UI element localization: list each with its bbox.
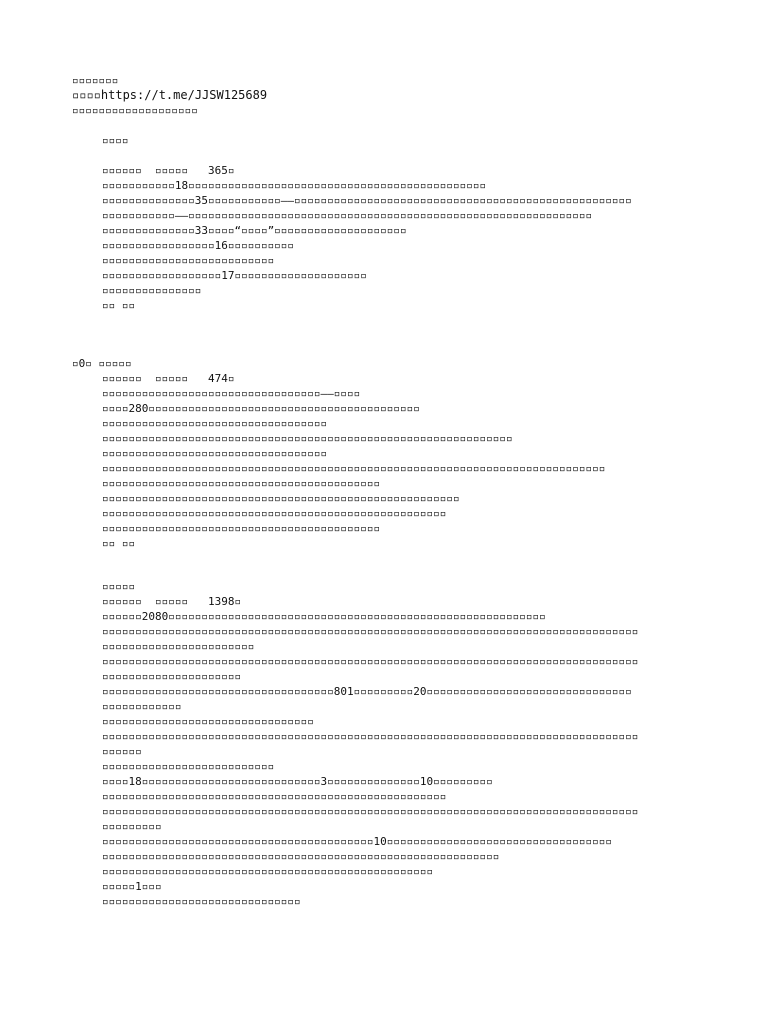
section2-line: ▫▫▫▫▫▫▫▫▫▫▫▫▫▫▫▫▫▫▫▫▫▫▫▫▫▫▫▫▫▫▫▫▫▫▫▫▫▫▫▫▫▫▫▫▫▫▫▫▫▫▫▫ (102, 507, 447, 520)
section3-line: ▫▫▫▫▫▫▫▫▫▫▫▫▫▫▫▫▫▫▫▫▫▫▫▫▫▫ (102, 760, 275, 773)
section2-line: ▫▫▫▫▫▫▫▫▫▫▫▫▫▫▫▫▫▫▫▫▫▫▫▫▫▫▫▫▫▫▫▫▫▫▫▫▫▫▫▫▫▫▫▫▫▫▫▫▫▫▫▫▫▫▫▫▫▫▫▫▫▫▫▫▫▫▫▫▫▫▫▫▫▫▫▫ (102, 462, 606, 475)
section-2-heading: ▫0▫ ▫▫▫▫▫ (72, 357, 132, 370)
section3-line: ▫▫▫▫▫▫▫▫▫▫▫▫ (102, 700, 182, 713)
section1-line: ▫▫ ▫▫ (102, 299, 136, 312)
section2-line: ▫▫▫▫▫▫▫▫▫▫▫▫▫▫▫▫▫▫▫▫▫▫▫▫▫▫▫▫▫▫▫▫▫▫ (102, 417, 328, 430)
telegram-link[interactable]: ▫▫▫▫https://t.me/JJSW125689 (72, 88, 268, 102)
section3-line: ▫▫▫▫▫▫▫▫▫▫▫▫▫▫▫▫▫▫▫▫▫ (102, 670, 242, 683)
section3-line: ▫▫▫▫▫1▫▫▫ (102, 880, 162, 893)
section1-line: ▫▫▫▫▫▫▫▫▫▫▫▫▫▫35▫▫▫▫▫▫▫▫▫▫▫——▫▫▫▫▫▫▫▫▫▫▫▫▫▫▫▫▫▫▫▫▫▫▫▫▫▫▫▫▫▫▫▫▫▫▫▫▫▫▫▫▫▫▫▫▫▫▫▫▫▫▫ (102, 194, 632, 207)
section2-line: ▫▫▫▫▫▫▫▫▫▫▫▫▫▫▫▫▫▫▫▫▫▫▫▫▫▫▫▫▫▫▫▫▫▫▫▫▫▫▫▫▫▫ (102, 522, 381, 535)
section1-line: ▫▫▫▫▫▫▫▫▫▫▫▫▫▫▫▫▫16▫▫▫▫▫▫▫▫▫▫ (102, 239, 295, 252)
section3-line: ▫▫▫▫▫▫▫▫▫▫▫▫▫▫▫▫▫▫▫▫▫▫▫▫▫▫▫▫▫▫▫▫▫▫▫▫▫▫▫▫▫10▫▫▫▫▫▫▫▫▫▫▫▫▫▫▫▫▫▫▫▫▫▫▫▫▫▫▫▫▫▫▫▫▫▫ (102, 835, 612, 848)
section-3-body (72, 609, 712, 909)
section-3-meta: ▫▫▫▫▫▫ ▫▫▫▫▫ 1398▫ (102, 595, 242, 608)
header-line-1: ▫▫▫▫▫▫▫ (72, 74, 119, 87)
section3-line: ▫▫▫▫18▫▫▫▫▫▫▫▫▫▫▫▫▫▫▫▫▫▫▫▫▫▫▫▫▫▫▫3▫▫▫▫▫▫▫▫▫▫▫▫▫▫10▫▫▫▫▫▫▫▫▫ (102, 775, 493, 788)
section3-line: ▫▫▫▫▫▫▫▫▫▫▫▫▫▫▫▫▫▫▫▫▫▫▫▫▫▫▫▫▫▫▫▫ (102, 715, 314, 728)
section2-line: ▫▫▫▫▫▫▫▫▫▫▫▫▫▫▫▫▫▫▫▫▫▫▫▫▫▫▫▫▫▫▫▫▫——▫▫▫▫ (102, 387, 361, 400)
section3-line: ▫▫▫▫▫▫▫▫▫▫▫▫▫▫▫▫▫▫▫▫▫▫▫▫▫▫▫▫▫▫▫▫▫▫▫▫▫▫▫▫▫▫▫▫▫▫▫▫▫▫▫▫▫▫▫▫▫▫▫▫▫▫▫▫▫▫▫▫▫▫▫▫▫▫▫▫▫▫▫▫▫ (102, 730, 639, 743)
section3-line: ▫▫▫▫▫▫▫▫▫▫▫▫▫▫▫▫▫▫▫▫▫▫▫▫▫▫▫▫▫▫▫▫▫▫▫▫▫▫▫▫▫▫▫▫▫▫▫▫▫▫ (102, 865, 434, 878)
section2-line: ▫▫ ▫▫ (102, 537, 136, 550)
section-1-meta: ▫▫▫▫▫▫ ▫▫▫▫▫ 365▫ (102, 164, 235, 177)
section3-line: ▫▫▫▫▫▫▫▫▫▫▫▫▫▫▫▫▫▫▫▫▫▫▫ (102, 640, 255, 653)
section-1-heading: ▫▫▫▫ (102, 134, 129, 147)
section3-line: ▫▫▫▫▫▫▫▫▫▫▫▫▫▫▫▫▫▫▫▫▫▫▫▫▫▫▫▫▫▫▫▫▫▫▫801▫▫▫▫▫▫▫▫▫20▫▫▫▫▫▫▫▫▫▫▫▫▫▫▫▫▫▫▫▫▫▫▫▫▫▫▫▫▫▫▫ (102, 685, 632, 698)
section1-line: ▫▫▫▫▫▫▫▫▫▫▫18▫▫▫▫▫▫▫▫▫▫▫▫▫▫▫▫▫▫▫▫▫▫▫▫▫▫▫▫▫▫▫▫▫▫▫▫▫▫▫▫▫▫▫▫▫ (102, 179, 487, 192)
section1-line: ▫▫▫▫▫▫▫▫▫▫▫▫▫▫▫▫▫▫▫▫▫▫▫▫▫▫ (102, 254, 275, 267)
section2-line: ▫▫▫▫▫▫▫▫▫▫▫▫▫▫▫▫▫▫▫▫▫▫▫▫▫▫▫▫▫▫▫▫▫▫ (102, 447, 328, 460)
section3-line: ▫▫▫▫▫▫▫▫▫▫▫▫▫▫▫▫▫▫▫▫▫▫▫▫▫▫▫▫▫▫▫▫▫▫▫▫▫▫▫▫▫▫▫▫▫▫▫▫▫▫▫▫▫▫▫▫▫▫▫▫ (102, 850, 500, 863)
section-2-body (72, 386, 712, 551)
section3-line: ▫▫▫▫▫▫2080▫▫▫▫▫▫▫▫▫▫▫▫▫▫▫▫▫▫▫▫▫▫▫▫▫▫▫▫▫▫▫▫▫▫▫▫▫▫▫▫▫▫▫▫▫▫▫▫▫▫▫▫▫▫▫▫▫ (102, 610, 546, 623)
section2-line: ▫▫▫▫▫▫▫▫▫▫▫▫▫▫▫▫▫▫▫▫▫▫▫▫▫▫▫▫▫▫▫▫▫▫▫▫▫▫▫▫▫▫ (102, 477, 381, 490)
section2-line: ▫▫▫▫▫▫▫▫▫▫▫▫▫▫▫▫▫▫▫▫▫▫▫▫▫▫▫▫▫▫▫▫▫▫▫▫▫▫▫▫▫▫▫▫▫▫▫▫▫▫▫▫▫▫ (102, 492, 460, 505)
section1-line: ▫▫▫▫▫▫▫▫▫▫▫——▫▫▫▫▫▫▫▫▫▫▫▫▫▫▫▫▫▫▫▫▫▫▫▫▫▫▫▫▫▫▫▫▫▫▫▫▫▫▫▫▫▫▫▫▫▫▫▫▫▫▫▫▫▫▫▫▫▫▫▫▫ (102, 209, 593, 222)
section-2-meta: ▫▫▫▫▫▫ ▫▫▫▫▫ 474▫ (102, 372, 235, 385)
section3-line: ▫▫▫▫▫▫ (102, 745, 142, 758)
section2-line: ▫▫▫▫280▫▫▫▫▫▫▫▫▫▫▫▫▫▫▫▫▫▫▫▫▫▫▫▫▫▫▫▫▫▫▫▫▫▫▫▫▫▫▫▫▫ (102, 402, 420, 415)
section3-line: ▫▫▫▫▫▫▫▫▫▫▫▫▫▫▫▫▫▫▫▫▫▫▫▫▫▫▫▫▫▫▫▫▫▫▫▫▫▫▫▫▫▫▫▫▫▫▫▫▫▫▫▫ (102, 790, 447, 803)
section3-line: ▫▫▫▫▫▫▫▫▫▫▫▫▫▫▫▫▫▫▫▫▫▫▫▫▫▫▫▫▫▫▫▫▫▫▫▫▫▫▫▫▫▫▫▫▫▫▫▫▫▫▫▫▫▫▫▫▫▫▫▫▫▫▫▫▫▫▫▫▫▫▫▫▫▫▫▫▫▫▫▫▫ (102, 655, 639, 668)
header-line-3: ▫▫▫▫▫▫▫▫▫▫▫▫▫▫▫▫▫▫▫ (72, 104, 198, 117)
section1-line: ▫▫▫▫▫▫▫▫▫▫▫▫▫▫▫▫▫▫17▫▫▫▫▫▫▫▫▫▫▫▫▫▫▫▫▫▫▫▫ (102, 269, 367, 282)
section1-line: ▫▫▫▫▫▫▫▫▫▫▫▫▫▫33▫▫▫▫“▫▫▫▫”▫▫▫▫▫▫▫▫▫▫▫▫▫▫▫▫▫▫▫▫ (102, 224, 407, 237)
document-page (72, 73, 712, 909)
section-1-body (72, 178, 712, 313)
section3-line: ▫▫▫▫▫▫▫▫▫▫▫▫▫▫▫▫▫▫▫▫▫▫▫▫▫▫▫▫▫▫▫▫▫▫▫▫▫▫▫▫▫▫▫▫▫▫▫▫▫▫▫▫▫▫▫▫▫▫▫▫▫▫▫▫▫▫▫▫▫▫▫▫▫▫▫▫▫▫▫▫▫ (102, 805, 639, 818)
section-3-heading: ▫▫▫▫▫ (102, 580, 136, 593)
section3-line: ▫▫▫▫▫▫▫▫▫▫▫▫▫▫▫▫▫▫▫▫▫▫▫▫▫▫▫▫▫▫▫▫▫▫▫▫▫▫▫▫▫▫▫▫▫▫▫▫▫▫▫▫▫▫▫▫▫▫▫▫▫▫▫▫▫▫▫▫▫▫▫▫▫▫▫▫▫▫▫▫▫ (102, 625, 639, 638)
section1-line: ▫▫▫▫▫▫▫▫▫▫▫▫▫▫▫ (102, 284, 202, 297)
section3-line: ▫▫▫▫▫▫▫▫▫▫▫▫▫▫▫▫▫▫▫▫▫▫▫▫▫▫▫▫▫▫ (102, 895, 301, 908)
section3-line: ▫▫▫▫▫▫▫▫▫ (102, 820, 162, 833)
section2-line: ▫▫▫▫▫▫▫▫▫▫▫▫▫▫▫▫▫▫▫▫▫▫▫▫▫▫▫▫▫▫▫▫▫▫▫▫▫▫▫▫▫▫▫▫▫▫▫▫▫▫▫▫▫▫▫▫▫▫▫▫▫▫ (102, 432, 513, 445)
